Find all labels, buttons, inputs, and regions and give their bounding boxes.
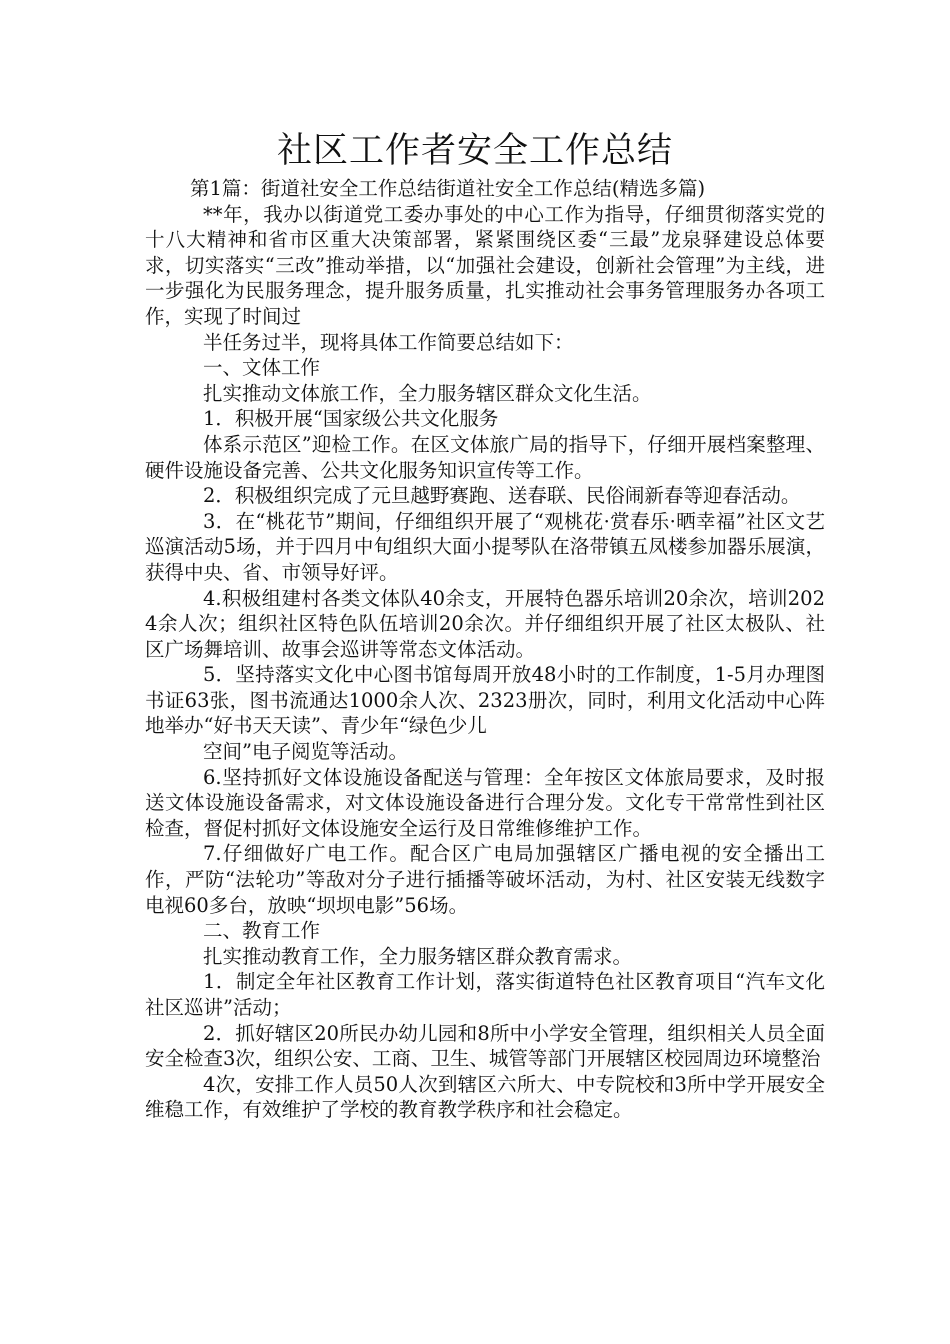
paragraph: 7.仔细做好广电工作。配合区广电局加强辖区广播电视的安全播出工作，严防“法轮功”等敌对分子进行插播等破坏活动，为村、社区安装无线数字电视60多台，放映“坝坝电影”56场。 (145, 842, 825, 917)
paragraph: 体系示范区”迎检工作。在区文体旅广局的指导下，仔细开展档案整理、硬件设施设备完善、公共文化服务知识宣传等工作。 (145, 432, 825, 482)
paragraph: 4.积极组建村各类文体队40余支，开展特色器乐培训20余次，培训2024余人次；组织社区特色队伍培训20余次。并仔细组织开展了社区太极队、社区广场舞培训、故事会巡讲等常态文体活动。 (145, 586, 825, 661)
document-title: 社区工作者安全工作总结 (276, 131, 673, 171)
document-body (145, 176, 825, 1123)
paragraph: 半任务过半，现将具体工作简要总结如下： (203, 330, 574, 354)
paragraph: 扎实推动教育工作，全力服务辖区群众教育需求。 (203, 944, 633, 968)
paragraph: 2．抓好辖区20所民办幼儿园和8所中小学安全管理，组织相关人员全面安全检查3次，组织公安、工商、卫生、城管等部门开展辖区校园周边环境整治 (145, 1021, 825, 1071)
section-heading: 二、教育工作 (203, 919, 321, 943)
paragraph: 5．坚持落实文化中心图书馆每周开放48小时的工作制度，1-5月办理图书证63张，图书流通达1000余人次、2323册次，同时，利用文化活动中心阵地举办“好书天天读”、青少年“绿色少儿 (145, 663, 825, 738)
paragraph: 6.坚持抓好文体设施设备配送与管理：全年按区文体旅局要求，及时报送文体设施设备需求，对文体设施设备进行合理分发。文化专干常常性到社区检查，督促村抓好文体设施安全运行及日常维修维护工作。 (145, 765, 825, 840)
paragraph: 空间”电子阅览等活动。 (203, 740, 408, 764)
paragraph: 1．积极开展“国家级公共文化服务 (203, 407, 499, 431)
paragraph: 1．制定全年社区教育工作计划，落实街道特色社区教育项目“汽车文化社区巡讲”活动； (145, 970, 825, 1019)
paragraph: 4次，安排工作人员50人次到辖区六所大、中专院校和3所中学开展安全维稳工作，有效维护了学校的教育教学秩序和社会稳定。 (145, 1072, 825, 1122)
paragraph: 扎实推动文体旅工作，全力服务辖区群众文化生活。 (203, 381, 652, 405)
document-subtitle: 第1篇：街道社安全工作总结街道社安全工作总结(精选多篇) (190, 177, 706, 200)
paragraph: **年，我办以街道党工委办事处的中心工作为指导，仔细贯彻落实党的十八大精神和省市区重大决策部署，紧紧围绕区委“三最”龙泉驿建设总体要求，切实落实“三改”推动举措，以“加强社会建设，创新社会管理”为主线，进一步强化为民服务理念，提升服务质量，扎实推动社会事务管理服务办各项工作，实现了时间过 (145, 202, 825, 328)
section-heading: 一、文体工作 (203, 356, 321, 380)
paragraph: 3．在“桃花节”期间，仔细组织开展了“观桃花·赏春乐·晒幸福”社区文艺巡演活动5场，并于四月中旬组织大面小提琴队在洛带镇五凤楼参加器乐展演，获得中央、省、市领导好评。 (145, 509, 825, 584)
paragraph: 2．积极组织完成了元旦越野赛跑、送春联、民俗闹新春等迎春活动。 (203, 484, 801, 508)
